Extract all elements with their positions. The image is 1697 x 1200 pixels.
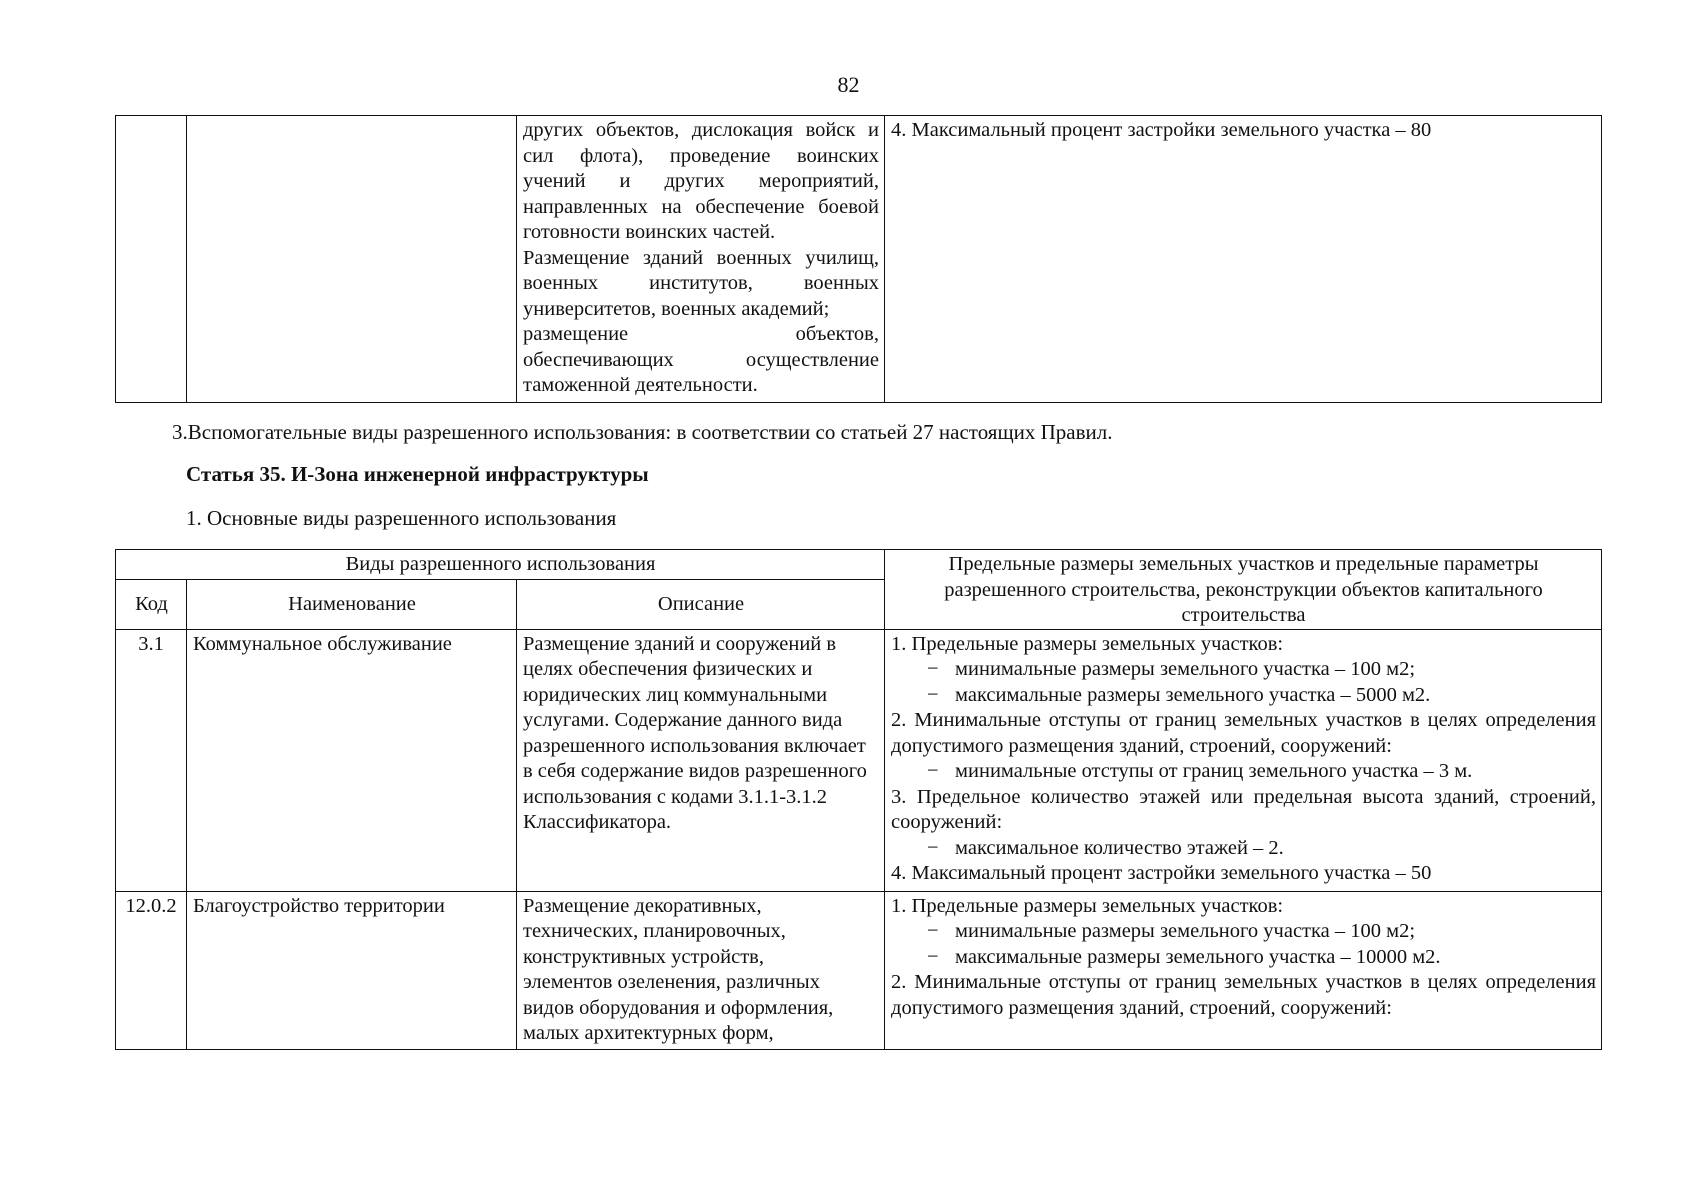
- header-name: Наименование: [187, 579, 517, 629]
- params-text: 4. Максимальный процент застройки земельного участка – 80: [891, 119, 1432, 141]
- params-subitem: − максимальные размеры земельного участка – 10000 м2.: [891, 945, 1596, 971]
- article-heading: Статья 35. И-Зона инженерной инфраструктуры: [186, 462, 649, 486]
- description-line: таможенной деятельности.: [523, 374, 758, 396]
- description-line: других объектов, дислокация войск и: [523, 119, 879, 141]
- params-item: 2. Минимальные отступы от границ земельных участков в целях определения допустимого размещения зданий, строений, сооружений:: [891, 709, 1596, 757]
- paragraph-auxiliary-uses: 3.Вспомогательные виды разрешенного использования: в соответствии со статьей 27 настоящих Правил.: [172, 420, 1113, 444]
- description-line: малых архитектурных форм,: [523, 1022, 774, 1044]
- table-header-row: [116, 550, 1602, 580]
- code-cell: 3.1: [116, 629, 187, 891]
- name-cell: Благоустройство территории: [187, 891, 517, 1049]
- params-cell: [885, 116, 1602, 403]
- description-line: технических, планировочных,: [523, 920, 786, 942]
- table-row: [116, 116, 1602, 403]
- code-cell: 12.0.2: [116, 891, 187, 1049]
- description-line: военных институтов, военных: [523, 272, 879, 294]
- header-group: Виды разрешенного использования: [116, 550, 885, 580]
- params-item: 1. Предельные размеры земельных участков:: [891, 632, 1284, 655]
- description-line: элементов озеленения, различных: [523, 971, 820, 993]
- description-line: обеспечивающих осуществление: [523, 348, 879, 371]
- table-row: [116, 629, 1602, 891]
- params-item: 4. Максимальный процент застройки земельного участка – 50: [891, 862, 1432, 884]
- description-cell: Размещение зданий и сооружений в целях обеспечения физических и юридических лиц коммунальными услугами. Содержание данного вида разрешенного использования включает в себя содержание видов разрешенного использования с кодами 3.1.1-3.1.2 Классификатора.: [517, 629, 885, 891]
- description-line: направленных на обеспечение боевой: [523, 195, 879, 218]
- header-code: Код: [116, 579, 187, 629]
- description-line: конструктивных устройств,: [523, 945, 764, 968]
- main-uses-table: [115, 549, 1602, 1050]
- description-line: университетов, военных академий;: [523, 297, 830, 320]
- params-subitem: − максимальные размеры земельного участка – 5000 м2.: [891, 683, 1596, 709]
- continued-table: [115, 115, 1602, 403]
- params-subitem: − максимальное количество этажей – 2.: [891, 836, 1596, 862]
- code-cell: [116, 116, 187, 403]
- table-row: [116, 891, 1602, 1049]
- name-cell: [187, 116, 517, 403]
- page-number: 82: [837, 72, 860, 97]
- description-line: учений и других мероприятий,: [523, 170, 879, 192]
- params-cell: [885, 629, 1602, 891]
- description-line: видов оборудования и оформления,: [523, 996, 834, 1019]
- description-line: сил флота), проведение воинских: [523, 144, 879, 167]
- name-cell: Коммунальное обслуживание: [187, 629, 517, 891]
- description-cell: [517, 116, 885, 403]
- params-subitem: − минимальные отступы от границ земельного участка – 3 м.: [891, 759, 1596, 785]
- params-item: 3. Предельное количество этажей или предельная высота зданий, строений, сооружений:: [891, 785, 1596, 833]
- description-line: готовности воинских частей.: [523, 221, 776, 243]
- params-cell: [885, 891, 1602, 1049]
- paragraph-main-uses: 1. Основные виды разрешенного использования: [186, 506, 617, 530]
- params-subitem: − минимальные размеры земельного участка – 100 м2;: [891, 657, 1596, 683]
- params-subitem: − минимальные размеры земельного участка – 100 м2;: [891, 919, 1596, 945]
- params-item: 1. Предельные размеры земельных участков:: [891, 894, 1284, 917]
- description-line: размещение объектов,: [523, 323, 879, 345]
- params-item: 2. Минимальные отступы от границ земельных участков в целях определения допустимого размещения зданий, строений, сооружений:: [891, 971, 1596, 1019]
- description-cell: [517, 891, 885, 1049]
- header-params: Предельные размеры земельных участков и предельные параметры разрешенного строительства, реконструкции объектов капитального строительства: [885, 550, 1602, 630]
- description-line: Размещение декоративных,: [523, 894, 762, 917]
- description-line: Размещение зданий военных училищ,: [523, 246, 879, 269]
- header-description: Описание: [517, 579, 885, 629]
